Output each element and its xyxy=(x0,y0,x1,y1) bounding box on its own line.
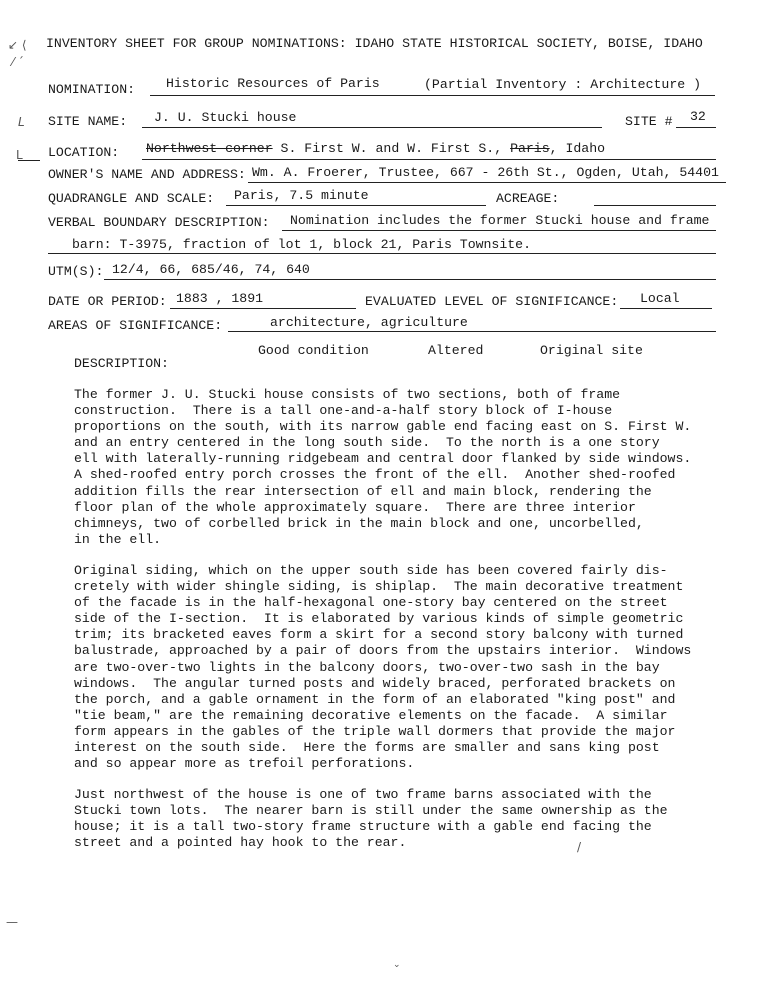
boundary-line1: Nomination includes the former Stucki house and frame xyxy=(290,213,710,228)
location-label: LOCATION: xyxy=(48,145,120,160)
nomination-qualifier: (Partial Inventory : Architecture ) xyxy=(424,77,701,92)
location-value-a: S. First W. and W. First S., xyxy=(280,141,503,156)
owner-label: OWNER'S NAME AND ADDRESS: xyxy=(48,167,246,182)
stray-mark: ⌄ xyxy=(393,960,401,970)
description-paragraph-3: Just northwest of the house is one of two frame barns associated with the Stucki town lots. The nearer barn is still under the same ownership as the house; it is a tall two-story frame structure with a gable end facing the street and a pointed hay hook to the rear. xyxy=(74,787,668,851)
location-underline xyxy=(142,159,716,160)
site-number-label: SITE # xyxy=(625,114,673,129)
boundary-label: VERBAL BOUNDARY DESCRIPTION: xyxy=(48,215,270,230)
description-paragraph-2: Original siding, which on the upper south side has been covered fairly dis- cretely with wider shingle siding, is shiplap. The main decorative treatment of the facade is in the half-hexagonal one-story bay centered on the street side of the I-section. It is elaborated by various kinds of simple geometric trim; its bracketed eaves form a skirt for a second story balcony with turned balustrade, approached by a pair of doors from the upstairs interior. Windows are two-over-two lights in the balcony doors, two-over-two sash in the bay windows. The angular turned posts and widely braced, perforated brackets on the porch, and a gable ornament in the form of an elaborated "king post" and "tie beam," are the remaining decorative elements on the facade. A similar form appears in the gables of the triple wall dormers that provide the major interest on the south side. Here the forms are smaller and sans king post and so appear more as trefoil perforations. xyxy=(74,563,692,772)
date-underline xyxy=(170,308,356,309)
margin-mark: L xyxy=(18,115,25,129)
quadrangle-underline xyxy=(226,205,486,206)
quadrangle-value: Paris, 7.5 minute xyxy=(234,188,369,203)
site-name-underline xyxy=(142,127,602,128)
boundary-line2: barn: T-3975, fraction of lot 1, block 21, Paris Townsite. xyxy=(72,237,531,252)
areas-value: architecture, agriculture xyxy=(270,315,468,330)
description-label: DESCRIPTION: xyxy=(74,356,169,371)
utm-underline xyxy=(104,279,716,280)
location-value-b: , Idaho xyxy=(549,141,606,156)
margin-mark: ⁄ ´ xyxy=(12,55,24,69)
boundary-underline-1 xyxy=(282,230,716,231)
significance-level-value: Local xyxy=(640,291,680,306)
utm-value: 12/4, 66, 685/46, 74, 640 xyxy=(112,262,310,277)
condition-original-site: Original site xyxy=(540,343,643,358)
acreage-underline xyxy=(594,205,716,206)
description-paragraph-1: The former J. U. Stucki house consists of two sections, both of frame construction. There is a tall one-and-a-half story block of I-house proportions on the south, with its narrow gable end facing east on S. First W. and an entry centered in the long south side. To the north is a one story ell with laterally-running ridgebeam and central door flanked by side windows. A shed-roofed entry porch crosses the front of the ell. Another shed-roofed addition fills the rear intersection of ell and main block, rendering the floor plan of the whole approximately square. There are three interior chimneys, two of corbelled brick in the main block and one, uncorbelled, in the ell. xyxy=(74,387,692,547)
nomination-underline xyxy=(150,95,715,96)
site-name-label: SITE NAME: xyxy=(48,114,128,129)
date-label: DATE OR PERIOD: xyxy=(48,294,167,309)
boundary-underline-2 xyxy=(48,253,716,254)
location-struck: Northwest corner xyxy=(146,141,273,156)
areas-label: AREAS OF SIGNIFICANCE: xyxy=(48,318,223,333)
significance-level-label: EVALUATED LEVEL OF SIGNIFICANCE: xyxy=(365,294,619,309)
stray-mark: / xyxy=(577,840,582,854)
utm-label: UTM(S): xyxy=(48,264,104,279)
nomination-value: Historic Resources of Paris xyxy=(166,76,380,91)
site-number-underline xyxy=(676,127,716,128)
owner-underline xyxy=(248,182,726,183)
location-value xyxy=(146,141,605,157)
date-value: 1883 , 1891 xyxy=(176,291,264,306)
site-name-value: J. U. Stucki house xyxy=(154,110,297,125)
significance-level-underline xyxy=(620,308,712,309)
margin-mark xyxy=(18,160,40,161)
owner-value: Wm. A. Froerer, Trustee, 667 - 26th St., Ogden, Utah, 54401 xyxy=(252,165,719,180)
site-number-value: 32 xyxy=(690,109,706,124)
margin-mark: ↙ ⟨ xyxy=(8,38,27,52)
header-title: INVENTORY SHEET FOR GROUP NOMINATIONS: IDAHO STATE HISTORICAL SOCIETY, BOISE, IDAHO xyxy=(46,36,703,51)
areas-underline xyxy=(228,331,716,332)
acreage-label: ACREAGE: xyxy=(496,191,560,206)
nomination-label: NOMINATION: xyxy=(48,82,136,97)
quadrangle-label: QUADRANGLE AND SCALE: xyxy=(48,191,215,206)
margin-mark: — xyxy=(6,915,18,929)
margin-mark: L xyxy=(16,148,23,162)
condition-altered: Altered xyxy=(428,343,484,358)
condition-good: Good condition xyxy=(258,343,369,358)
location-struck-2: Paris xyxy=(510,141,550,156)
